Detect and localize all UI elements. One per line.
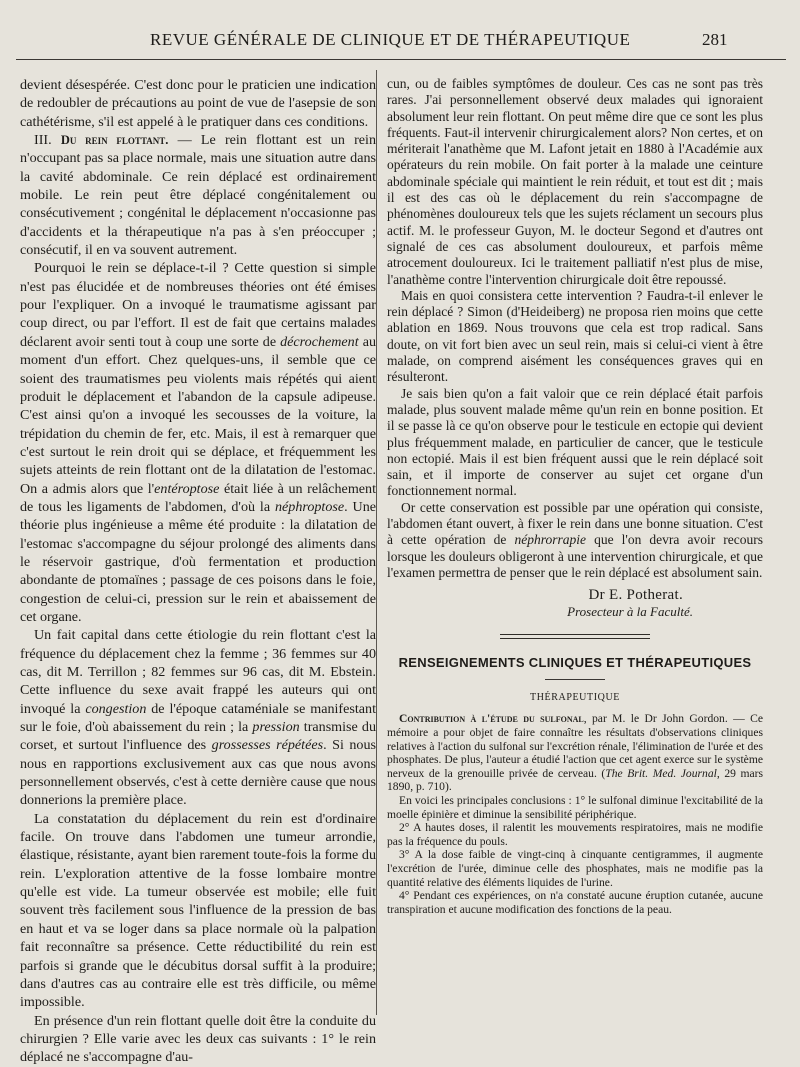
paragraph-causes bbox=[20, 259, 376, 626]
paragraph-text: — Le rein flottant est un rein n'occupant pas sa place normale, mais une situation autre dans la cavité abdominale. Ce rein déplacé est ordinairement mobile. Le rein peut être déplacé congénitalement ou consécutivement ; congénital le déplacement n'occasionne pas d'accidents et la thérapeutique n'a pas à s'en préoccuper ; consécutif, il en va souvent autrement. bbox=[20, 132, 376, 259]
emphasis: néphroptose bbox=[274, 498, 345, 515]
column-divider bbox=[376, 70, 377, 1015]
text-run: Or cette conservation est possible par une opération qui consiste, l'abdomen étant ouvert, à fixer le rein dans une bonne situation. C'est à cette opération de bbox=[387, 499, 763, 548]
paragraph bbox=[387, 500, 763, 581]
text-run: que l'on devra avoir recours lorsque les douleurs obligeront à une intervention chirurgicale, et que l'examen permettra de penser que le rein déplacé est absolument sain. bbox=[387, 532, 763, 580]
paragraph-floating-kidney bbox=[20, 131, 376, 259]
text-run: . Une théorie plus ingénieuse a même été produite : la dilatation de l'estomac s'accompagne du séjour prolongé des aliments dans le réservoir gastrique, d'où fermentation et production abondante de ptomaïnes ; passage de ces poisons dans le foie, congestion de celui-ci, pression sur le rein et abaissement de cet organe. bbox=[20, 498, 376, 625]
emphasis: pression bbox=[252, 719, 300, 736]
section-rule bbox=[500, 634, 650, 639]
emphasis: entéroptose bbox=[154, 480, 220, 497]
page-header bbox=[0, 26, 800, 56]
conclusion-item: 2° A hautes doses, il ralentit les mouvements respiratoires, mais ne modifie pas la fréquence du pouls. bbox=[387, 821, 763, 848]
emphasis: congestion bbox=[85, 700, 147, 717]
conclusions-intro: En voici les principales conclusions : 1° le sulfonal diminue l'excitabilité de la moelle épinière et diminue la sensibilité périphérique. bbox=[387, 793, 763, 821]
paragraph: Mais en quoi consistera cette intervention ? Faudra-t-il enlever le rein déplacé ? Simon (d'Heideiberg) ne proposa rien moins que cette ablation en 1869. Nous trouvons que cela est trop radical. Sans doute, on vit fort bien avec un seul rein, mais si celui-ci vient à être malade, on comprend aisément les conséquences graves qui en résulteront. bbox=[387, 287, 763, 385]
text-run: Un fait capital dans cette étiologie du rein flottant c'est la fréquence du déplacement chez la femme ; 36 femmes sur 40 cas, dit M. Terrillon ; 82 femmes sur 96 cas, dit M. Ebstein. Cette influence du sexe avait frappé les auteurs qui ont invoqué la bbox=[20, 627, 376, 717]
emphasis: néphrorrapie bbox=[514, 532, 586, 548]
subsection-title: THÉRAPEUTIQUE bbox=[529, 692, 620, 704]
text-run: . Si nous nous en rapportions exclusivement aux cas que nous avons personnellement observés, c'est à cette dernière cause que nous donnerions la première place. bbox=[20, 737, 377, 809]
author-signature: Dr E. Potherat. bbox=[588, 587, 683, 604]
paragraph: devient désespérée. C'est donc pour le praticien une indication de redoubler de précautions au point de vue de l'asepsie de son cathétérisme, s'il est appelé à le pratiquer dans ces conditions. bbox=[20, 77, 376, 130]
paragraph-conduct: En présence d'un rein flottant quelle doit être la conduite du chirurgien ? Elle varie avec les deux cas suivants : 1° le rein déplacé ne s'accompagne d'au- bbox=[20, 1012, 376, 1066]
header-rule bbox=[16, 59, 786, 60]
text-run: de l'époque cataméniale se manifestant sur le foie, d'où abaissement du rein ; la bbox=[20, 700, 376, 736]
conclusion-item: 4° Pendant ces expériences, on n'a constaté aucune éruption cutanée, aucune transpiration et aucune modification des fonctions de la peau. bbox=[387, 889, 763, 916]
article-title: Contribution à l'étude du sulfonal bbox=[399, 712, 584, 726]
paragraph-diagnosis: La constatation du déplacement du rein est d'ordinaire facile. On trouve dans l'abdomen une tumeur arrondie, élastique, résistante, ayant bien rarement toute-fois la forme du rein. L'exploration attentive de la fosse lombaire montre qu'elle est vide. La tumeur observée est mobile; elle fuit souvent très facilement sous l'influence de la pression de bas en haut et va se loger dans sa place normale où la palpation fait reconnaître sa présence. Cette réductibilité du rein est parfois si grande que le décubitus dorsal suffit à la produire; dans d'autres cas au contraire elle est très difficile, ou même impossible. bbox=[20, 810, 376, 1011]
emphasis: décrochement bbox=[280, 333, 359, 350]
paragraph: Je sais bien qu'on a fait valoir que ce rein déplacé était parfois malade, plus souvent malade même qu'un rein en bonne position. Et il se passe là ce qu'on observe pour le testicule en ectopie qui devient plus fréquemment malade, en particulier de cancer, que le testicule non ectopié. Mais il est bien fréquent aussi que le rein déplacé soit sain, et il importe de conserver au sujet cet organe d'un fonctionnement normal. bbox=[387, 385, 763, 499]
running-title: REVUE GÉNÉRALE DE CLINIQUE ET DE THÉRAPEUTIQUE bbox=[150, 30, 631, 49]
paragraph-etiology bbox=[20, 626, 376, 809]
section-title: RENSEIGNEMENTS CLINIQUES ET THÉRAPEUTIQUES bbox=[398, 654, 752, 670]
article-source: The Brit. Med. Journal bbox=[605, 766, 717, 780]
section-heading: Du rein flottant. bbox=[60, 133, 169, 148]
text-run: était liée à un relâchement de tous les ligaments de l'abdomen, d'où la bbox=[20, 480, 376, 515]
text-run: , 29 mars 1890, p. 710). bbox=[387, 766, 764, 794]
title-rule bbox=[545, 679, 605, 680]
section-number: III. bbox=[34, 132, 52, 149]
article-intro bbox=[387, 712, 763, 794]
author-affiliation: Prosecteur à la Faculté. bbox=[567, 603, 693, 619]
text-run: transmise du corset, et surtout l'influence des bbox=[20, 719, 376, 754]
text-run: , par M. le Dr John Gordon. — Ce mémoire a pour objet de faire connaître les résultats d'observations cliniques relatives à l'action du sulfonal sur l'excrétion rénale, l'élimination de l'urée et des phosphates. De plus, l'auteur a étudié l'action que cet agent exerce sur le système nerveux de la grenouille privée de cerveau. ( bbox=[387, 712, 763, 780]
emphasis: grossesses répétées bbox=[211, 737, 324, 754]
conclusion-item: 3° A la dose faible de vingt-cinq à cinquante centigrammes, il augmente l'excrétion de l'urée, diminue celle des phosphates, mais ne modifie pas la quantité relative des éléments liquides de l'urine. bbox=[387, 848, 763, 889]
paragraph: cun, ou de faibles symptômes de douleur. Ces cas ne sont pas très rares. J'ai personnellement observé deux malades qui ignoraient absolument leur rein flottant. On peut même dire que ce sont les plus fréquents. Faut-il intervenir chirurgicalement alors? Non certes, et on mériterait l'anathème que M. Lafont jetait en 1880 à l'Académie aux opérateurs du rein mobile. On fait porter à la malade une ceinture abdominale spéciale qui maintient le rein réduit, et tout est dit ; mais il est des cas où le déplacement du rein s'accompagne de phénomènes douloureux tels que les sujets réclament un secours plus actif. M. le professeur Guyon, M. le docteur Segond et d'autres ont signalé de ces cas absolument douloureux, et parfois même atrocement douloureux. Ici le traitement palliatif n'est plus de mise, l'anathème contre l'intervention chirurgicale doit être repoussé. bbox=[387, 76, 763, 287]
right-column bbox=[387, 76, 763, 916]
article-abstract bbox=[387, 712, 763, 916]
text-run: au moment d'un effort. Chez quelques-uns, il semble que ce soient des traumatismes peu violents mais répétés qui aient produit le déplacement et l'abandon de la capsule adipeuse. C'est ainsi qu'on a invoqué les secousses de la voiture, la trépidation du chemin de fer, etc. Mais, il est à remarquer que c'est surtout le rein droit qui se déplace, et fréquemment les sujets atteints de rein flottant ont de la dilatation de l'estomac. On a admis alors que l' bbox=[20, 333, 376, 497]
text-run: Pourquoi le rein se déplace-t-il ? Cette question si simple n'est pas élucidée et de nombreuses théories ont été émises pour l'expliquer. On a invoqué le traumatisme agissant par coup direct, ou par l'effort. Il est de fait que certains malades déclarent avoir senti tout à coup une sorte de bbox=[20, 260, 376, 350]
page-number: 281 bbox=[702, 30, 728, 49]
left-column bbox=[20, 76, 376, 1067]
